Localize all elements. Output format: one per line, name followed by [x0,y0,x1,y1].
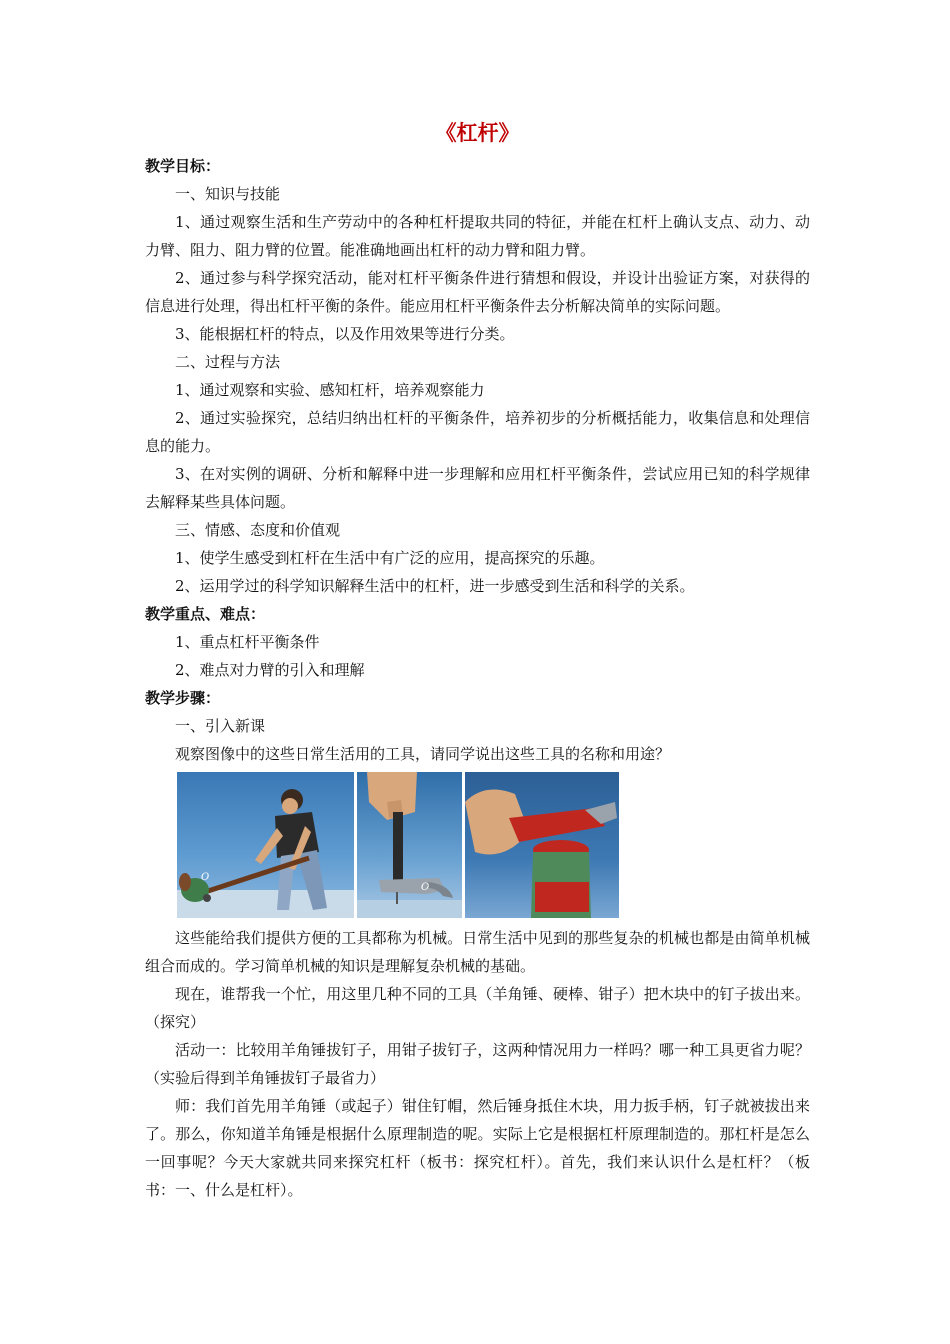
fulcrum-label: O [201,872,210,883]
heading-objectives: 教学目标： [145,157,221,175]
paragraph-e1: 1、使学生感受到杠杆在生活中有广泛的应用，提高探究的乐趣。 [175,549,605,567]
paragraph-f1: 1、重点杠杆平衡条件 [175,633,320,651]
page-title: 《杠杆》 [435,120,520,145]
paragraph-s1: 观察图像中的这些日常生活用的工具，请同学说出这些工具的名称和用途？ [175,745,671,763]
heading-knowledge: 一、知识与技能 [175,185,281,203]
paragraph-k3: 3、能根据杠杆的特点，以及作用效果等进行分类。 [175,325,515,343]
paragraph-f2: 2、难点对力臂的引入和理解 [175,661,365,679]
paragraph-m3: 3、在对实例的调研、分析和解释中进一步理解和应用杠杆平衡条件，尝试应用已知的科学规律去解释某些具体问题。 [145,465,810,511]
bottle-opener-photo [465,772,619,918]
heading-steps: 教学步骤： [145,689,221,707]
heading-process: 二、过程与方法 [175,353,281,371]
fulcrum-label-hammer: O [421,882,430,893]
paragraph-s3: 现在，谁帮我一个忙，用这里几种不同的工具（羊角锤、硬棒、钳子）把木块中的钉子拔出来。（探究） [145,985,810,1031]
bottle-opener-illustration [465,772,619,918]
paragraph-m2: 2、通过实验探究，总结归纳出杠杆的平衡条件，培养初步的分析概括能力，收集信息和处理信息的能力。 [145,409,810,455]
document-page [145,118,810,1204]
heading-emotion: 三、情感、态度和价值观 [175,521,341,539]
hammer-photo [357,772,462,918]
paragraph-k1: 1、通过观察生活和生产劳动中的各种杠杆提取共同的特征，并能在杠杆上确认支点、动力、动力臂、阻力、阻力臂的位置。能准确地画出杠杆的动力臂和阻力臂。 [145,213,810,259]
heading-intro: 一、引入新课 [175,717,266,735]
crowbar-illustration [177,772,354,918]
heading-focus: 教学重点、难点： [145,605,266,623]
paragraph-k2: 2、通过参与科学探究活动，能对杠杆平衡条件进行猜想和假设，并设计出验证方案，对获得的信息进行处理，得出杠杆平衡的条件。能应用杠杆平衡条件去分析解决简单的实际问题。 [145,269,810,315]
paragraph-s4: 活动一：比较用羊角锤拔钉子，用钳子拔钉子，这两种情况用力一样吗？哪一种工具更省力呢？（实验后得到羊角锤拔钉子最省力） [145,1041,810,1087]
crowbar-photo [177,772,354,918]
paragraph-e2: 2、运用学过的科学知识解释生活中的杠杆，进一步感受到生活和科学的关系。 [175,577,695,595]
paragraph-s5: 师：我们首先用羊角锤（或起子）钳住钉帽，然后锤身抵住木块，用力扳手柄，钉子就被拔出来了。那么，你知道羊角锤是根据什么原理制造的呢。实际上它是根据杠杆原理制造的。那杠杆是怎么一回事呢？今天大家就共同来探究杠杆（板书：探究杠杆）。首先，我们来认识什么是杠杆？（板书：一、什么是杠杆）。 [145,1097,810,1199]
hammer-illustration [357,772,462,918]
tools-figure [177,772,619,918]
paragraph-s2: 这些能给我们提供方便的工具都称为机械。日常生活中见到的那些复杂的机械也都是由简单机械组合而成的。学习简单机械的知识是理解复杂机械的基础。 [145,929,810,975]
paragraph-m1: 1、通过观察和实验、感知杠杆，培养观察能力 [175,381,485,399]
